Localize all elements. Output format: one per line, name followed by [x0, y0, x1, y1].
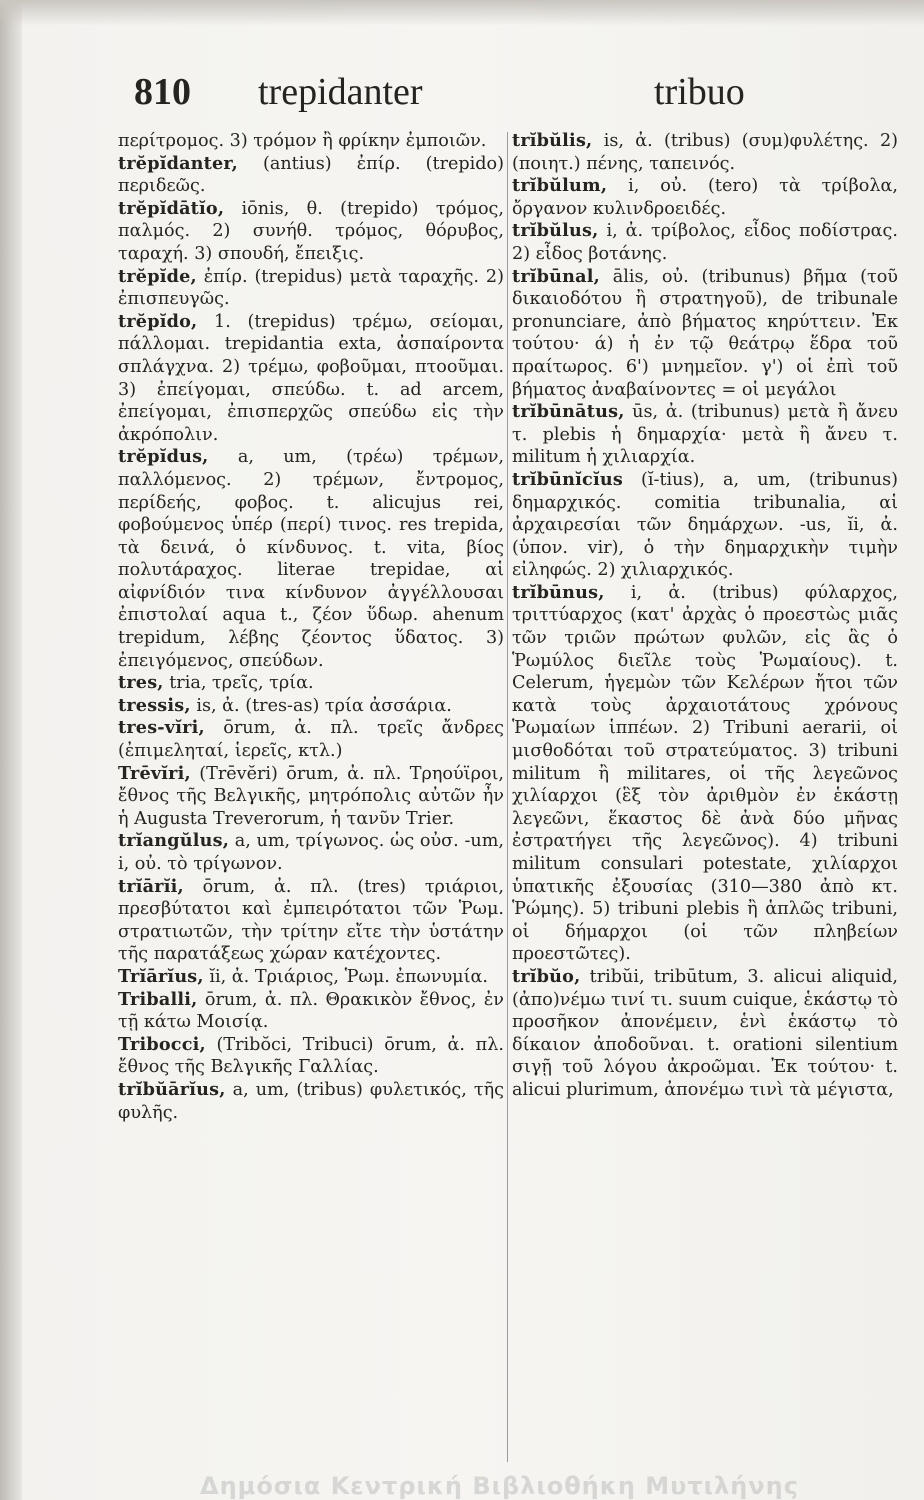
entry-headword: Trĭārĭus,: [118, 965, 204, 987]
dictionary-entry: [118, 695, 504, 718]
entry-definition: ōrum, ἀ. πλ. Θρακικὸν ἔθνος, ἐν τῇ κάτω Μοισίᾳ.: [118, 989, 504, 1033]
dictionary-entry: [512, 469, 898, 582]
dictionary-entry: [118, 830, 504, 875]
dictionary-entry: [118, 266, 504, 311]
dictionary-entry: [512, 220, 898, 265]
dictionary-entry: [118, 153, 504, 198]
entry-definition: a, um, (τρέω) τρέμων, παλλόμενος. 2) τρέμων, ἔντρομος, περίδεής, φοβος. t. alicujus rei, φοβούμενος ὑπέρ (περί) τινος. res trepida, τὰ δεινά, ὁ κίνδυνος. t. vita, βίος πολυτάραχος. literae trepidae, αἱ αἰφνίδιόν τινα κίνδυνον ἀγγέλλουσαι ἐπιστολαί aqua t., ζέον ὕδωρ. ahenum trepidum, λέβης ζέοντος ὕδατος. 3) ἐπειγόμενος, σπεύδων.: [118, 447, 504, 671]
entry-headword: trĭbŭlis,: [512, 130, 593, 151]
entry-definition: is, ἀ. (tres-as) τρία ἀσσάρια.: [196, 695, 452, 716]
entry-headword: trĭbūnĭcĭus: [512, 468, 623, 490]
left-column: [118, 130, 504, 1470]
page-top-shadow: [0, 0, 924, 26]
entry-headword: tres-vĭri,: [118, 717, 205, 739]
entry-headword: Tribocci,: [118, 1033, 206, 1055]
entry-definition: ālis, οὐ. (tribunus) βῆμα (τοῦ δικαιοδότου ἢ στρατηγοῦ), de tribunale pronunciare, ἀπὸ βήματος κηρύττειν. Ἐκ τούτου· ά) ἡ ἐν τῷ θεάτρῳ ἕδρα τοῦ πραίτωρος. 6') μνημεῖον. γ') οἱ ἐπὶ τοῦ βήματος ἀναβαίνοντες = οἱ μεγάλοι: [512, 266, 898, 400]
dictionary-entry: [118, 672, 504, 695]
entry-headword: trĭbŭo,: [512, 965, 581, 987]
entry-headword: trĕpĭde,: [118, 265, 197, 287]
entry-headword: tressis,: [118, 694, 191, 716]
entry-definition: a, um, τρίγωνος. ὡς οὐσ. -um, i, οὐ. τὸ τρίγωνον.: [118, 831, 504, 874]
entry-definition: ἐπίρ. (trepidus) μετὰ ταραχῆς. 2) ἐπισπευγῶς.: [118, 266, 504, 310]
entry-headword: trĭbŭlum,: [512, 175, 608, 197]
dictionary-entry: [118, 966, 504, 989]
dictionary-entry: [118, 1034, 504, 1079]
entry-definition: tria, τρεῖς, τρία.: [169, 673, 314, 694]
entry-definition: (antius) ἐπίρ. (trepido) περιδεῶς.: [118, 153, 504, 197]
entry-definition: (ĭ-tius), a, um, (tribunus) δημαρχικός. comitia tribunalia, αἱ ἀρχαιρεσίαι τῶν δημάρχων. -us, ĭi, ἀ. (ὑπον. vir), ὁ τὴν δημαρχικὴν τιμὴν εἰληφώς. 2) χιλιαρχικός.: [512, 469, 898, 581]
dictionary-entry: [512, 582, 898, 966]
header-right-word: tribuo: [654, 71, 745, 113]
entry-headword: trĕpĭdo,: [118, 310, 198, 332]
dictionary-entry: [512, 130, 898, 175]
entry-definition: ōrum, ἀ. πλ. τρεῖς ἄνδρες (ἐπιμεληταί, ἱερεῖς, κτλ.): [118, 718, 504, 762]
dictionary-entry: [512, 175, 898, 220]
page-number: 810: [134, 71, 191, 113]
entry-headword: tres,: [118, 672, 164, 694]
dictionary-entry: [118, 311, 504, 447]
entry-headword: trĭbūnal,: [512, 265, 600, 287]
right-column: [512, 130, 898, 1470]
dictionary-entry: [118, 989, 504, 1034]
entry-definition: ĭi, ἀ. Τριάριος, Ῥωμ. ἐπωνυμία.: [209, 966, 488, 987]
dictionary-entry: [118, 763, 504, 831]
entry-headword: trĭārĭi,: [118, 875, 184, 897]
dictionary-entry: [118, 446, 504, 672]
dictionary-entry: [118, 717, 504, 762]
entry-headword: trĭbŭārĭus,: [118, 1078, 226, 1100]
dictionary-entry: [118, 198, 504, 266]
library-watermark: Δημόσια Κεντρική Βιβλιοθήκη Μυτιλήνης: [200, 1472, 799, 1500]
dictionary-entry: [118, 130, 504, 153]
dictionary-entry: [118, 876, 504, 966]
entry-definition: a, um, (tribus) φυλετικός, τῆς φυλῆς.: [118, 1079, 504, 1123]
column-divider: [507, 132, 508, 1462]
page-left-shadow: [0, 0, 22, 1500]
entry-definition: (Tribŏci, Tribuci) ōrum, ἀ. πλ. ἔθνος τῆς Βελγικῆς Γαλλίας.: [118, 1034, 504, 1078]
dictionary-entry: [118, 1079, 504, 1124]
entry-definition: i, ἀ. τρίβολος, εἶδος ποδίστρας. 2) εἶδος βοτάνης.: [512, 221, 898, 264]
entry-definition: ōrum, ἀ. πλ. (tres) τριάριοι, πρεσβύτατοι καὶ ἐμπειρότατοι τῶν Ῥωμ. στρατιωτῶν, τὴν τρίτην εἴτε τὴν ὑστάτην τῆς παρατάξεως χώραν κατέχοντες.: [118, 876, 504, 965]
entry-headword: Triballi,: [118, 988, 198, 1010]
dictionary-entry: [512, 966, 898, 1102]
entry-definition: tribŭi, tribūtum, 3. alicui aliquid, (ἀπο)νέμω τινί τι. suum cuique, ἑκάστῳ τὸ προσῆκον ἀπονέμειν, ἑνὶ ἑκάστῳ τὸ δίκαιον ἀποδοῦναι. t. orationi silentium σιγῇ τοῦ λόγου ἀκροῶμαι. Ἐκ τούτου· t. alicui plurimum, ἀπονέμω τινὶ τὰ μέγιστα,: [512, 966, 898, 1100]
entry-headword: trĕpĭdātĭo,: [118, 197, 225, 219]
entry-headword: trĭangŭlus,: [118, 830, 230, 852]
entry-headword: trĭbūnus,: [512, 581, 605, 603]
entry-headword: trĭbūnātus,: [512, 401, 625, 423]
header-left-word: trepidanter: [258, 71, 423, 113]
dictionary-entry: [512, 266, 898, 402]
entry-definition: iōnis, θ. (trepido) τρόμος, παλμός. 2) συνήθ. τρόμος, θόρυβος, ταραχή. 3) σπουδή, ἔπειξις.: [118, 198, 504, 264]
entry-headword: trĕpĭdanter,: [118, 152, 238, 174]
entry-definition: ūs, ἀ. (tribunus) μετὰ ἢ ἄνευ τ. plebis ἡ δημαρχία· μετὰ ἢ ἄνευ τ. militum ἡ χιλιαρχία.: [512, 402, 898, 468]
entry-headword: trĭbŭlus,: [512, 220, 599, 242]
entry-definition: 1. (trepidus) τρέμω, σείομαι, πάλλομαι. trepidantia exta, ἀσπαίροντα σπλάγχνα. 2) τρέμω, φοβοῦμαι, πτοοῦμαι. 3) ἐπείγομαι, σπεύδω. t. ad arcem, ἐπείγομαι, ἐπισπερχῶς σπεύδω εἰς τὴν ἀκρόπολιν.: [118, 311, 504, 445]
entry-definition: i, ἀ. (tribus) φύλαρχος, τριττύαρχος (κατ' ἀρχὰς ὁ προεστὼς μιᾶς τῶν τριῶν πρώτων φυλῶν, εἰς ἃς ὁ Ῥωμύλος διεῖλε τοὺς Ῥωμαίους). t. Celerum, ἡγεμὼν τῶν Κελέρων ἤτοι τῶν κατὰ τοὺς ἀρχαιοτάτους χρόνους Ῥωμαίων ἱππέων. 2) Tribuni aerarii, οἱ μισθοδόται τοῦ στρατεύματος. 3) tribuni militum ἢ militares, οἱ τῆς λεγεῶνος χιλίαρχοι (ἓξ τὸν ἀριθμὸν ἐν ἑκάστῃ λεγεῶνι, ἕκαστος δὲ ἀνὰ δύο μῆνας ἐστρατήγει τῆς λεγεῶνος). 4) tribuni militum consulari potestate, χιλίαρχοι ὑπατικῆς ἐξουσίας (310—380 ἀπὸ κτ. Ῥώμης). 5) tribuni plebis ἢ ἁπλῶς tribuni, οἱ δήμαρχοι (οἱ τῶν πληβείων προεστῶτες).: [512, 582, 898, 965]
entry-definition: i, οὐ. (tero) τὰ τρίβολα, ὄργανον κυλινδροειδές.: [512, 176, 898, 219]
entry-definition: περίτρομος. 3) τρόμον ἢ φρίκην ἐμποιῶν.: [118, 131, 487, 151]
entry-headword: trĕpĭdus,: [118, 446, 209, 468]
page-header: [0, 70, 924, 130]
entry-headword: Trēvĭri,: [118, 762, 191, 784]
entry-definition: is, ἀ. (tribus) (συμ)φυλέτης. 2) (ποιητ.) πένης, ταπεινός.: [512, 131, 898, 174]
entry-definition: (Trēvĕri) ōrum, ἀ. πλ. Τρηούϊροι, ἔθνος τῆς Βελγικῆς, μητρόπολις αὐτῶν ἦν ἡ Augusta Treverorum, ἡ τανῦν Trier.: [118, 763, 504, 829]
dictionary-entry: [512, 401, 898, 469]
